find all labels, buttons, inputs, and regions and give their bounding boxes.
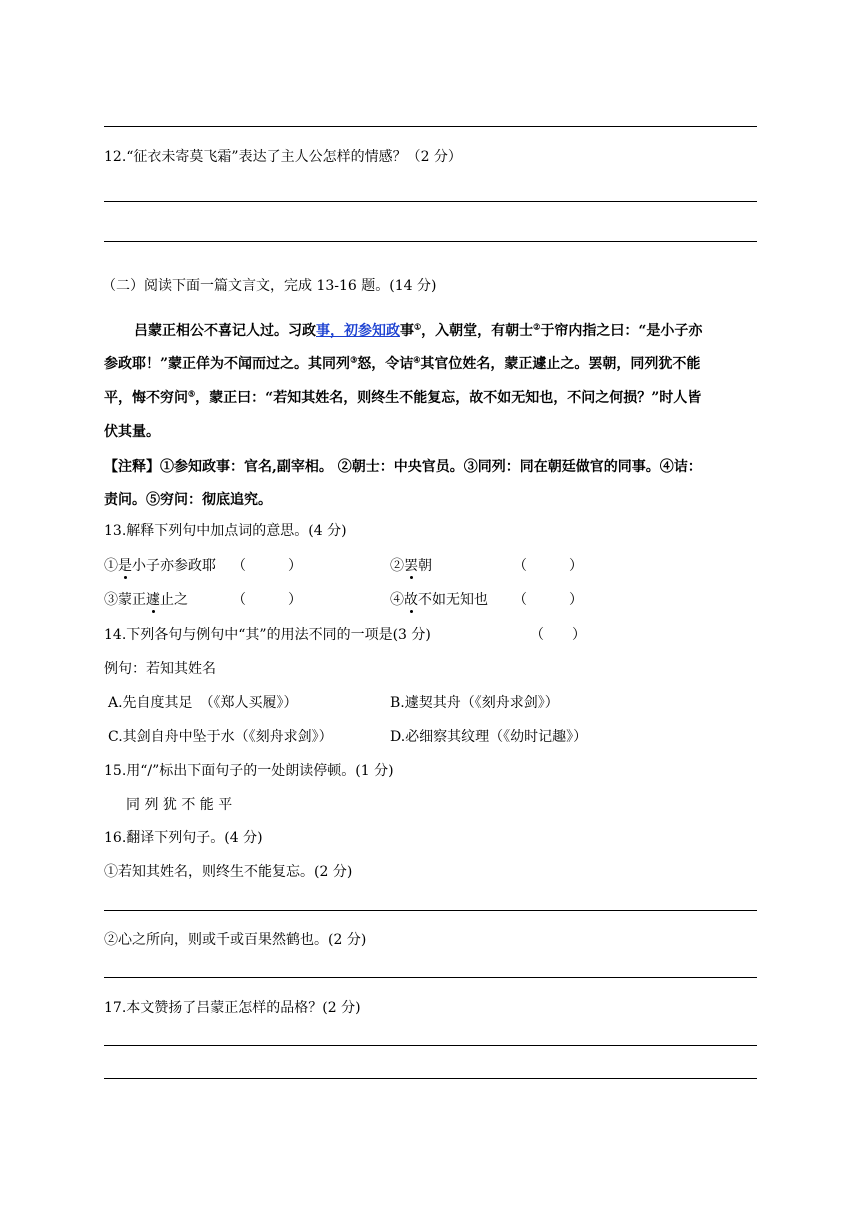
passage-text: 吕蒙正相公不喜记人过。习政 bbox=[134, 323, 316, 339]
question-13: 13.解释下列句中加点词的意思。(4 分) bbox=[104, 523, 347, 539]
footnote-marker: ② bbox=[533, 321, 541, 332]
item-number: ③蒙正 bbox=[104, 592, 146, 608]
passage-text: 怒，令诘 bbox=[357, 356, 414, 372]
translate-sentence-2: ②心之所向，则或千或百果然鹤也。(2 分) bbox=[104, 932, 367, 948]
option-a[interactable]: A.先自度其足 （《郑人买履》） bbox=[108, 695, 298, 711]
q13-item-2 bbox=[390, 555, 432, 575]
answer-paren[interactable]: （ ） bbox=[232, 558, 302, 574]
item-number: ① bbox=[104, 558, 118, 574]
answer-line bbox=[104, 1078, 757, 1079]
answer-paren[interactable]: （ ） bbox=[530, 627, 586, 643]
answer-line bbox=[104, 910, 757, 911]
passage-line-3 bbox=[104, 387, 701, 407]
question-17: 17.本文赞扬了吕蒙正怎样的品格？(2 分) bbox=[104, 1000, 361, 1016]
answer-line bbox=[104, 977, 757, 978]
option-b[interactable]: B.遽契其舟（《刻舟求剑》） bbox=[390, 695, 559, 711]
emphasis-dot-word: 遽 bbox=[146, 592, 160, 608]
footnote-marker: ④ bbox=[413, 354, 421, 365]
emphasis-dot-word: 故 bbox=[404, 592, 418, 608]
answer-paren[interactable]: （ ） bbox=[513, 592, 583, 608]
item-text: 朝 bbox=[418, 558, 432, 574]
notes-line-2: 责问。⑤穷问：彻底追究。 bbox=[104, 492, 272, 508]
passage-line-4: 伏其量。 bbox=[104, 424, 160, 440]
passage-text: 参政耶！”蒙正佯为不闻而过之。其同列 bbox=[104, 356, 351, 372]
translate-sentence-1: ①若知其姓名，则终生不能复忘。(2 分) bbox=[104, 864, 353, 880]
q13-item-4 bbox=[390, 589, 488, 609]
passage-text: 平，悔不穷问 bbox=[104, 390, 188, 406]
footnote-marker: ① bbox=[414, 321, 422, 332]
passage-text: 于帘内指之曰：“是小子亦 bbox=[540, 323, 703, 339]
section-heading: （二）阅读下面一篇文言文，完成 13-16 题。(14 分) bbox=[102, 278, 437, 294]
answer-line bbox=[104, 126, 757, 127]
answer-paren[interactable]: （ ） bbox=[513, 558, 583, 574]
item-text: 小子亦参政耶 bbox=[132, 558, 216, 574]
answer-line bbox=[104, 241, 757, 242]
emphasis-dot-word: 是 bbox=[118, 558, 132, 574]
item-text: 止之 bbox=[160, 592, 188, 608]
emphasis-dot-word: 罢 bbox=[404, 558, 418, 574]
passage-text: 其官位姓名，蒙正遽止之。罢朝，同列犹不能 bbox=[420, 356, 701, 372]
answer-paren[interactable]: （ ） bbox=[232, 592, 302, 608]
item-number: ④ bbox=[390, 592, 404, 608]
passage-line-1 bbox=[134, 320, 702, 340]
question-15: 15.用“/”标出下面句子的一处朗读停顿。(1 分) bbox=[104, 763, 394, 779]
glossary-link[interactable]: 事，初参知政 bbox=[316, 323, 400, 339]
item-number: ② bbox=[390, 558, 404, 574]
option-c[interactable]: C.其剑自舟中坠于水（《刻舟求剑》） bbox=[108, 729, 333, 745]
pause-sentence[interactable]: 同 列 犹 不 能 平 bbox=[126, 797, 233, 813]
option-d[interactable]: D.必细察其纹理（《幼时记趣》） bbox=[390, 729, 588, 745]
question-14: 14.下列各句与例句中“其”的用法不同的一项是(3 分) bbox=[104, 627, 431, 643]
footnote-marker: ⑤ bbox=[188, 388, 196, 399]
passage-text: ，入朝堂，有朝士 bbox=[421, 323, 534, 339]
answer-line bbox=[104, 1045, 757, 1046]
passage-line-2 bbox=[104, 353, 700, 373]
footnote-marker: ③ bbox=[350, 354, 358, 365]
passage-text: 事 bbox=[400, 323, 414, 339]
question-16: 16.翻译下列句子。(4 分) bbox=[104, 830, 263, 846]
passage-text: ，蒙正曰：“若知其姓名，则终生不能复忘，故不如无知也，不问之何损？”时人皆 bbox=[195, 390, 702, 406]
notes-line-1: 【注释】①参知政事：官名,副宰相。 ②朝士：中央官员。③同列：同在朝廷做官的同事。④诘： bbox=[104, 459, 702, 475]
item-text: 不如无知也 bbox=[418, 592, 488, 608]
example-sentence: 例句：若知其姓名 bbox=[104, 661, 216, 677]
answer-line bbox=[104, 201, 757, 202]
q13-item-1 bbox=[104, 555, 216, 575]
q13-item-3 bbox=[104, 589, 188, 609]
question-12: 12.“征衣未寄莫飞霜”表达了主人公怎样的情感？（2 分） bbox=[104, 149, 462, 165]
